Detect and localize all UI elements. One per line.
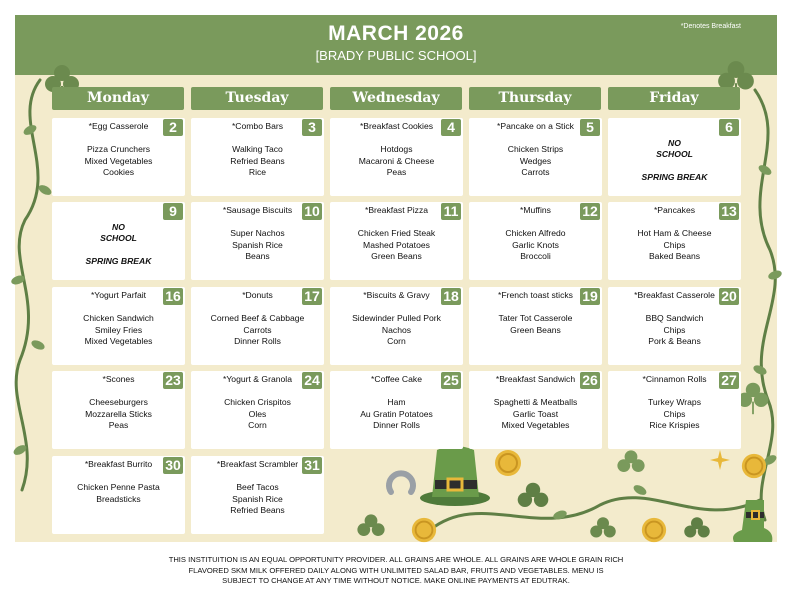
menu-items xyxy=(333,205,460,263)
breakfast-item: *Biscuits & Gravy xyxy=(363,290,430,300)
shamrock-icon xyxy=(355,512,387,544)
menu-item xyxy=(611,302,738,314)
menu-item xyxy=(333,302,460,314)
day-cell xyxy=(608,118,741,196)
menu-item: Refried Beans xyxy=(230,155,285,166)
menu-items xyxy=(194,121,321,179)
menu-item xyxy=(472,217,599,229)
menu-item: Chicken Alfredo xyxy=(505,228,566,238)
date-number: 13 xyxy=(719,203,739,220)
menu-item: SCHOOL xyxy=(656,149,693,159)
date-number: 10 xyxy=(302,203,322,220)
menu-item: NO xyxy=(112,221,125,232)
menu-item: Rice xyxy=(248,167,267,177)
menu-item: Hotdogs xyxy=(380,144,413,154)
date-number: 19 xyxy=(580,288,600,305)
horseshoe-icon xyxy=(383,462,419,498)
menu-items xyxy=(472,290,599,336)
menu-item: Pork & Beans xyxy=(648,336,701,346)
day-cell xyxy=(608,202,741,280)
breakfast-item: *Breakfast Cookies xyxy=(359,121,434,131)
shamrock-icon xyxy=(588,515,618,545)
menu-items xyxy=(194,290,321,348)
menu-item xyxy=(472,386,599,398)
footer-disclaimer xyxy=(90,555,702,587)
day-header-monday: Monday xyxy=(52,87,184,110)
breakfast-item: *Pancake on a Stick xyxy=(497,121,574,131)
menu-item xyxy=(611,217,738,229)
menu-item: Beans xyxy=(245,251,270,261)
breakfast-item: *Breakfast Sandwich xyxy=(495,374,576,384)
menu-item: Green Beans xyxy=(510,324,561,335)
breakfast-item: *Sausage Biscuits xyxy=(222,205,293,215)
menu-item: Rice Krispies xyxy=(649,420,700,430)
day-header-tuesday: Tuesday xyxy=(191,87,323,110)
menu-item xyxy=(55,302,182,314)
breakfast-item: *Breakfast Scrambler xyxy=(216,459,299,469)
menu-item xyxy=(55,386,182,398)
menu-item xyxy=(194,133,321,145)
menu-items xyxy=(611,290,738,348)
menu-item: Cheeseburgers xyxy=(89,397,148,407)
menu-items xyxy=(194,459,321,517)
day-cell xyxy=(191,118,324,196)
menu-item: Chicken Sandwich xyxy=(83,313,154,323)
day-cell xyxy=(52,371,185,449)
date-number: 6 xyxy=(719,119,739,136)
menu-item: Cookies xyxy=(102,167,135,177)
menu-item: Macaroni & Cheese xyxy=(358,155,435,166)
menu-item: Garlic Knots xyxy=(512,239,559,250)
menu-item: NO xyxy=(668,137,681,148)
menu-item xyxy=(333,133,460,145)
date-number: 20 xyxy=(719,288,739,305)
menu-item: Spanish Rice xyxy=(232,239,283,250)
menu-item: Chips xyxy=(663,408,686,419)
breakfast-item: *Muffins xyxy=(520,205,551,215)
menu-item: Dinner Rolls xyxy=(234,336,281,346)
breakfast-item: *Breakfast Burrito xyxy=(84,459,153,469)
menu-item: Mashed Potatoes xyxy=(363,239,430,250)
menu-item: SPRING BREAK xyxy=(85,256,152,266)
menu-item xyxy=(194,302,321,314)
date-number: 30 xyxy=(163,457,183,474)
menu-item: Mixed Vegetables xyxy=(84,336,153,346)
breakfast-item: *Breakfast Pizza xyxy=(364,205,429,215)
gold-coin-icon xyxy=(410,516,438,544)
menu-items xyxy=(333,290,460,348)
menu-item: Chips xyxy=(663,324,686,335)
menu-item: Spanish Rice xyxy=(232,493,283,504)
menu-items xyxy=(472,374,599,432)
menu-item: Chicken Crispitos xyxy=(224,397,291,407)
menu-item: Mozzarella Sticks xyxy=(85,408,152,419)
day-header-friday: Friday xyxy=(608,87,740,110)
day-cell xyxy=(469,287,602,365)
menu-item: Tater Tot Casserole xyxy=(498,313,573,323)
menu-item: Au Gratin Potatoes xyxy=(360,408,433,419)
menu-item: Mixed Vegetables xyxy=(501,420,570,430)
menu-item xyxy=(611,386,738,398)
page-title: MARCH 2026 xyxy=(328,22,464,45)
gold-coin-icon xyxy=(493,448,523,478)
date-number: 31 xyxy=(302,457,322,474)
day-cell xyxy=(52,287,185,365)
menu-item: Chicken Fried Steak xyxy=(357,228,436,238)
date-number: 16 xyxy=(163,288,183,305)
gold-coin-icon xyxy=(740,452,768,480)
menu-item: SPRING BREAK xyxy=(641,172,708,182)
day-cell xyxy=(608,287,741,365)
menu-item: Green Beans xyxy=(371,251,422,261)
menu-items xyxy=(472,121,599,179)
menu-items xyxy=(333,121,460,179)
breakfast-item: *Scones xyxy=(102,374,135,384)
breakfast-item: *Coffee Cake xyxy=(371,374,422,384)
day-cell xyxy=(52,456,185,534)
date-number: 11 xyxy=(441,203,461,220)
breakfast-item: *Yogurt & Granola xyxy=(223,374,292,384)
shamrock-icon xyxy=(682,515,712,545)
footer-line: FLAVORED SKM MILK OFFERED DAILY ALONG WITH UNLIMITED SALAD BAR, FRUITS AND VEGETABLES. MENU IS xyxy=(188,565,604,575)
menu-item xyxy=(194,217,321,229)
day-cell xyxy=(191,287,324,365)
breakfast-item: *Cinnamon Rolls xyxy=(642,374,707,384)
breakfast-note: *Denotes Breakfast xyxy=(680,23,741,30)
menu-item: Broccoli xyxy=(520,251,551,261)
menu-item: Baked Beans xyxy=(648,251,701,261)
menu-item: BBQ Sandwich xyxy=(645,313,704,323)
sparkle-icon xyxy=(710,450,730,470)
menu-items xyxy=(194,205,321,263)
menu-item xyxy=(55,245,182,257)
menu-items xyxy=(55,290,182,348)
date-number: 24 xyxy=(302,372,322,389)
menu-item xyxy=(55,210,182,222)
menu-item: Carrots xyxy=(243,324,272,335)
menu-item: Chicken Strips xyxy=(507,144,564,154)
gold-coin-icon xyxy=(640,516,668,544)
menu-item: Super Nachos xyxy=(230,228,285,238)
menu-item: Nachos xyxy=(381,324,412,335)
menu-items xyxy=(55,121,182,179)
day-cell xyxy=(191,456,324,534)
menu-items xyxy=(472,205,599,263)
menu-items xyxy=(55,210,182,268)
breakfast-item: *French toast sticks xyxy=(498,290,573,300)
menu-item: Hot Ham & Cheese xyxy=(637,228,712,238)
breakfast-item: *Donuts xyxy=(242,290,273,300)
date-number: 23 xyxy=(163,372,183,389)
menu-items xyxy=(55,459,182,505)
menu-item xyxy=(55,471,182,483)
menu-item xyxy=(611,126,738,138)
day-cell xyxy=(330,202,463,280)
date-number: 2 xyxy=(163,119,183,136)
day-cell xyxy=(52,118,185,196)
date-number: 4 xyxy=(441,119,461,136)
menu-item: Corned Beef & Cabbage xyxy=(210,313,305,323)
menu-item: Chips xyxy=(663,239,686,250)
menu-item: Carrots xyxy=(521,167,550,177)
menu-items xyxy=(55,374,182,432)
menu-items xyxy=(611,205,738,263)
menu-item: Peas xyxy=(386,167,407,177)
date-number: 9 xyxy=(163,203,183,220)
menu-item xyxy=(472,133,599,145)
menu-items xyxy=(333,374,460,432)
menu-item xyxy=(333,386,460,398)
menu-item: Smiley Fries xyxy=(94,324,143,335)
menu-items xyxy=(611,126,738,184)
day-cell xyxy=(469,202,602,280)
date-number: 26 xyxy=(580,372,600,389)
day-cell xyxy=(52,202,185,280)
menu-item xyxy=(194,471,321,483)
menu-item: SCHOOL xyxy=(100,233,137,243)
menu-item: Breadsticks xyxy=(96,493,141,504)
menu-item: Pizza Crunchers xyxy=(86,144,151,154)
school-name: [BRADY PUBLIC SCHOOL] xyxy=(315,48,477,63)
menu-item: Sidewinder Pulled Pork xyxy=(352,313,441,323)
menu-item: Corn xyxy=(248,420,267,430)
menu-item: Chicken Penne Pasta xyxy=(77,482,160,492)
menu-item: Beef Tacos xyxy=(236,482,279,492)
leprechaun-boot-icon xyxy=(728,498,774,546)
day-cell xyxy=(191,202,324,280)
day-header-thursday: Thursday xyxy=(469,87,601,110)
date-number: 18 xyxy=(441,288,461,305)
breakfast-item: *Egg Casserole xyxy=(88,121,149,131)
footer-line: SUBJECT TO CHANGE AT ANY TIME WITHOUT NOTICE. MAKE ONLINE PAYMENTS AT EDUTRAK. xyxy=(222,576,570,585)
menu-item: Peas xyxy=(108,420,129,430)
menu-item xyxy=(55,133,182,145)
menu-item xyxy=(472,302,599,314)
menu-item: Walking Taco xyxy=(232,144,283,154)
menu-item: Turkey Wraps xyxy=(647,397,701,407)
menu-item xyxy=(611,161,738,173)
menu-items xyxy=(194,374,321,432)
menu-item xyxy=(194,386,321,398)
date-number: 5 xyxy=(580,119,600,136)
date-number: 27 xyxy=(719,372,739,389)
day-cell xyxy=(330,118,463,196)
menu-item: Wedges xyxy=(519,155,552,166)
day-cell xyxy=(469,371,602,449)
breakfast-item: *Pancakes xyxy=(653,205,696,215)
date-number: 25 xyxy=(441,372,461,389)
day-cell xyxy=(469,118,602,196)
menu-items xyxy=(611,374,738,432)
day-cell xyxy=(330,371,463,449)
breakfast-item: *Breakfast Casserole xyxy=(634,290,715,300)
menu-item xyxy=(333,217,460,229)
breakfast-item: *Yogurt Parfait xyxy=(90,290,147,300)
menu-item: Mixed Vegetables xyxy=(84,155,153,166)
menu-item: Refried Beans xyxy=(230,505,285,515)
menu-item: Corn xyxy=(387,336,406,346)
day-header-wednesday: Wednesday xyxy=(330,87,462,110)
shamrock-icon xyxy=(615,448,647,480)
footer-line: THIS INSTITUITION IS AN EQUAL OPPORTUNITY PROVIDER. ALL GRAINS ARE WHOLE. ALL GRAINS ARE WHOLE GRAIN RICH xyxy=(168,555,624,564)
leprechaun-hat-icon xyxy=(418,442,493,508)
shamrock-icon xyxy=(515,480,551,516)
menu-item: Ham xyxy=(387,397,406,407)
breakfast-item: *Combo Bars xyxy=(231,121,284,131)
day-cell xyxy=(330,287,463,365)
day-cell xyxy=(191,371,324,449)
menu-item: Dinner Rolls xyxy=(373,420,420,430)
menu-item: Oles xyxy=(248,408,267,419)
date-number: 17 xyxy=(302,288,322,305)
date-number: 12 xyxy=(580,203,600,220)
menu-item: Spaghetti & Meatballs xyxy=(493,397,578,407)
day-cell xyxy=(608,371,741,449)
menu-item: Garlic Toast xyxy=(512,408,559,419)
date-number: 3 xyxy=(302,119,322,136)
